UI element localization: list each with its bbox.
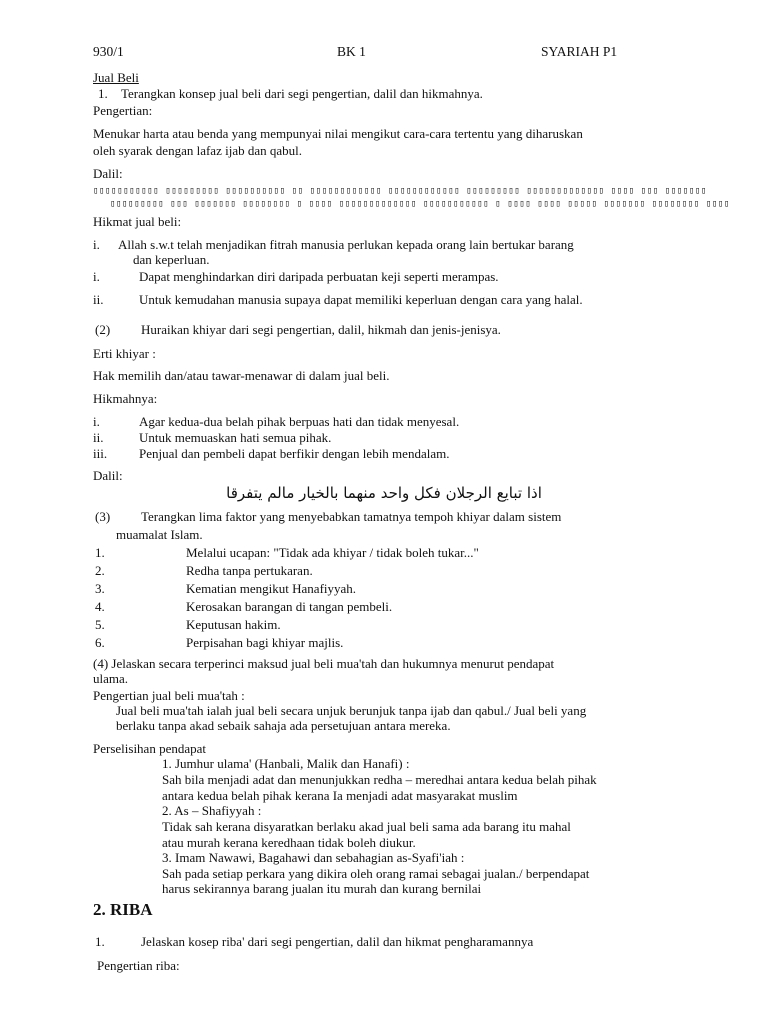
opinion-heading: 1. Jumhur ulama' (Hanbali, Malik dan Hanafi) : — [162, 756, 410, 771]
opinion-heading: 3. Imam Nawawi, Bagahawi dan sebahagian as-Syafi'iah : — [162, 850, 465, 865]
list-item: Kematian mengikut Hanafiyyah. — [186, 581, 357, 596]
list-number: i. — [93, 269, 100, 284]
question-number: (2) — [95, 322, 111, 337]
list-number: 2. — [95, 563, 105, 578]
question-text: Jelaskan kosep riba' dari segi pengertian, dalil dan hikmat pengharamannya — [141, 934, 534, 949]
list-number: 1. — [95, 545, 105, 560]
list-item: dan keperluan. — [133, 252, 210, 267]
list-number: 4. — [95, 599, 105, 614]
list-number: ii. — [93, 430, 104, 445]
list-item: Untuk memuaskan hati semua pihak. — [139, 430, 332, 445]
dalil-missing-glyphs: ▯▯▯▯▯▯▯▯▯ ▯▯▯ ▯▯▯▯▯▯▯ ▯▯▯▯▯▯▯▯ ▯ ▯▯▯▯ ▯▯▯▯▯▯▯▯▯▯▯▯▯ ▯▯▯▯▯▯▯▯▯▯▯ ▯ ▯▯▯▯ ▯▯▯▯ ▯▯▯▯▯ ▯▯▯▯▯▯▯ ▯▯▯▯▯▯▯▯ ▯▯▯▯ — [110, 199, 730, 209]
opinion-text: antara kedua belah pihak kerana Ia menjadi adat masyarakat muslim — [162, 788, 518, 803]
question-text: Terangkan lima faktor yang menyebabkan tamatnya tempoh khiyar dalam sistem — [141, 509, 562, 524]
pengertian-label: Pengertian riba: — [97, 958, 180, 973]
opinion-heading: 2. As – Shafiyyah : — [162, 803, 262, 818]
pengertian-label: Pengertian jual beli mua'tah : — [93, 688, 245, 703]
section-title-jual-beli: Jual Beli — [93, 70, 139, 85]
list-number: ii. — [93, 292, 104, 307]
list-item: Allah s.w.t telah menjadikan fitrah manusia perlukan kepada orang lain bertukar barang — [118, 237, 574, 252]
list-number: i. — [93, 237, 100, 252]
pengertian-label: Pengertian: — [93, 103, 153, 118]
doc-code: 930/1 — [93, 44, 124, 59]
list-item: Melalui ucapan: "Tidak ada khiyar / tidak boleh tukar..." — [186, 545, 479, 560]
list-item: Keputusan hakim. — [186, 617, 281, 632]
doc-subject: SYARIAH P1 — [541, 44, 618, 59]
dalil-label: Dalil: — [93, 468, 123, 483]
list-number: iii. — [93, 446, 108, 461]
list-item: Kerosakan barangan di tangan pembeli. — [186, 599, 393, 614]
opinion-text: atau murah kerana keredhaan tidak boleh diukur. — [162, 835, 416, 850]
question-text: (4) Jelaskan secara terperinci maksud jual beli mua'tah dan hukumnya menurut pendapat — [93, 656, 555, 671]
question-text: ulama. — [93, 671, 129, 686]
list-item: Redha tanpa pertukaran. — [186, 563, 313, 578]
list-number: 5. — [95, 617, 105, 632]
question-number: (3) — [95, 509, 111, 524]
question-number: 1. — [95, 934, 105, 949]
erti-label: Erti khiyar : — [93, 346, 156, 361]
list-number: 3. — [95, 581, 105, 596]
list-item: Untuk kemudahan manusia supaya dapat memiliki keperluan dengan cara yang halal. — [139, 292, 583, 307]
question-number: 1. — [98, 86, 108, 101]
perselisihan-label: Perselisihan pendapat — [93, 741, 206, 756]
definition-text: berlaku tanpa akad sebaik sahaja ada persetujuan antara mereka. — [116, 718, 451, 733]
opinion-text: Tidak sah kerana disyaratkan berlaku akad jual beli sama ada barang itu mahal — [162, 819, 571, 834]
opinion-text: harus sekirannya barang jualan itu murah dan kurang bernilai — [162, 881, 482, 896]
question-text: Terangkan konsep jual beli dari segi pengertian, dalil dan hikmahnya. — [121, 86, 483, 101]
list-item: Penjual dan pembeli dapat berfikir dengan lebih mendalam. — [139, 446, 450, 461]
list-number: i. — [93, 414, 100, 429]
doc-chapter: BK 1 — [337, 44, 366, 59]
hikmah-label: Hikmahnya: — [93, 391, 158, 406]
list-item: Dapat menghindarkan diri daripada perbuatan keji seperti merampas. — [139, 269, 499, 284]
question-text: Huraikan khiyar dari segi pengertian, dalil, hikmah dan jenis-jenisya. — [141, 322, 501, 337]
definition-text: Jual beli mua'tah ialah jual beli secara unjuk berunjuk tanpa ijab dan qabul./ Jual beli yang — [116, 703, 587, 718]
list-item: Agar kedua-dua belah pihak berpuas hati dan tidak menyesal. — [139, 414, 460, 429]
pengertian-text: Menukar harta atau benda yang mempunyai nilai mengikut cara-cara tertentu yang diharuskan — [93, 126, 583, 141]
dalil-label: Dalil: — [93, 166, 123, 181]
pengertian-text: oleh syarak dengan lafaz ijab dan qabul. — [93, 143, 302, 158]
opinion-text: Sah bila menjadi adat dan menunjukkan redha – meredhai antara kedua belah pihak — [162, 772, 597, 787]
dalil-missing-glyphs: ▯▯▯▯▯▯▯▯▯▯▯ ▯▯▯▯▯▯▯▯▯ ▯▯▯▯▯▯▯▯▯▯ ▯▯ ▯▯▯▯▯▯▯▯▯▯▯▯ ▯▯▯▯▯▯▯▯▯▯▯▯ ▯▯▯▯▯▯▯▯▯ ▯▯▯▯▯▯▯▯▯▯▯▯▯ ▯▯▯▯ ▯▯▯ ▯▯▯▯▯▯▯ — [93, 186, 707, 196]
opinion-text: Sah pada setiap perkara yang dikira oleh orang ramai sebagai jualan./ berpendapat — [162, 866, 590, 881]
question-text: muamalat Islam. — [116, 527, 203, 542]
arabic-hadith: اذا تبايع الرجلان فكل واحد منهما بالخيار مالم يتفرقا — [226, 484, 542, 502]
hikmat-label: Hikmat jual beli: — [93, 214, 182, 229]
list-number: 6. — [95, 635, 105, 650]
erti-text: Hak memilih dan/atau tawar-menawar di dalam jual beli. — [93, 368, 390, 383]
section-heading-riba: 2. RIBA — [93, 900, 153, 919]
list-item: Perpisahan bagi khiyar majlis. — [186, 635, 344, 650]
